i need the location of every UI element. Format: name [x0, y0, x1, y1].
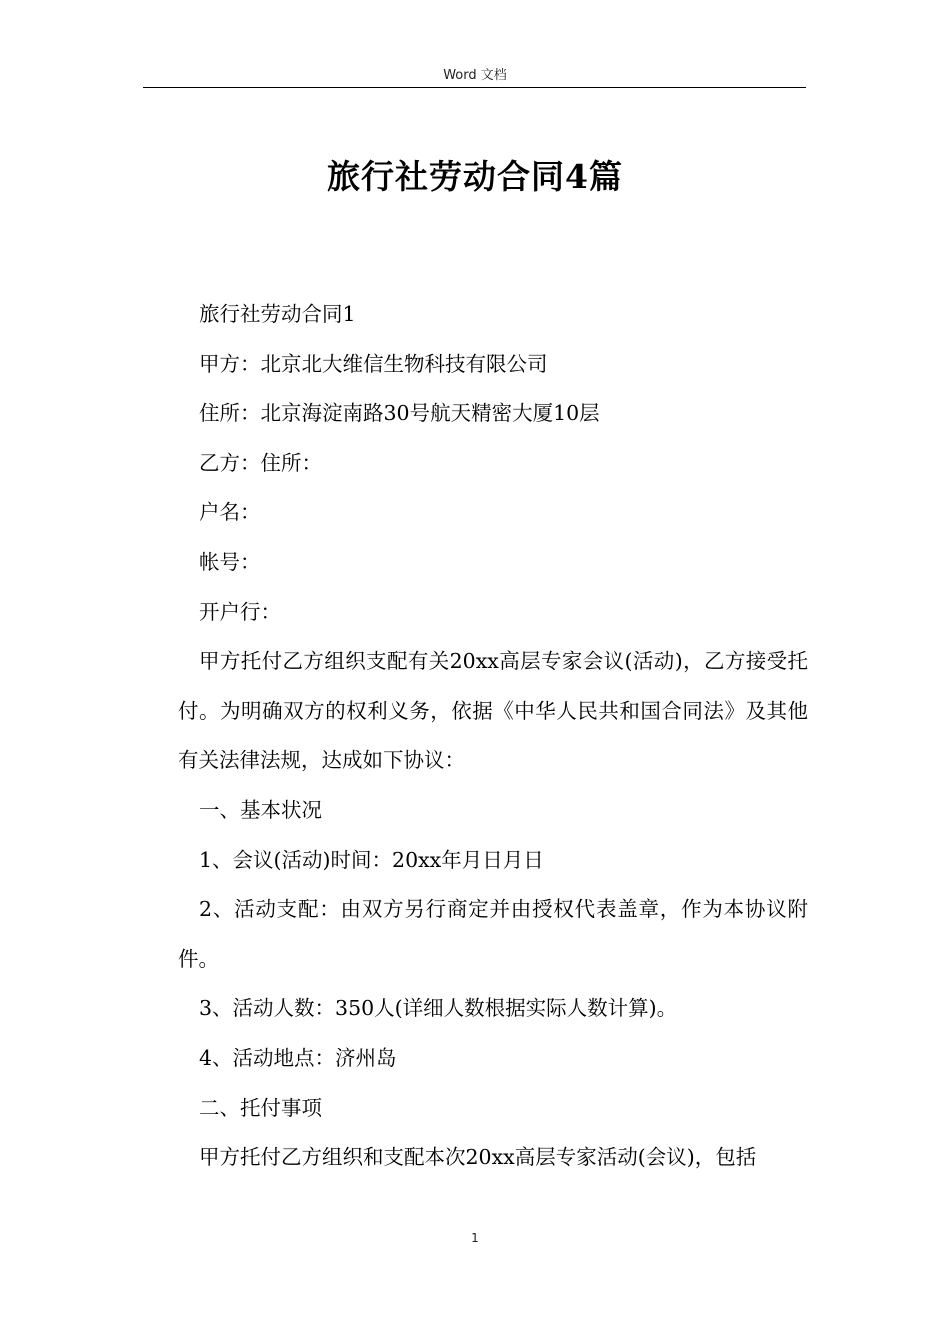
section-heading: 旅行社劳动合同1: [199, 302, 356, 326]
party-a-line: 甲方：北京北大维信生物科技有限公司: [199, 351, 548, 376]
party-a-address-line: 住所：北京海淀南路30号航天精密大厦10层: [199, 401, 600, 426]
clause-heading: 一、基本状况: [199, 797, 322, 822]
clause-item: 4、活动地点：济州岛: [199, 1045, 397, 1070]
page-header-label: Word 文档: [443, 68, 507, 83]
clause-item: 2、活动支配：由双方另行商定并由授权代表盖章，作为本协议附件。: [178, 897, 808, 971]
clause-item: 1、会议(活动)时间：20xx年月日月日: [199, 847, 544, 872]
page-number: 1: [471, 1231, 479, 1245]
clause-item: 3、活动人数：350人(详细人数根据实际人数计算)。: [199, 996, 678, 1021]
document-title: 旅行社劳动合同4篇: [327, 157, 623, 196]
document-body: [178, 290, 808, 1183]
account-name-line: 户名：: [199, 500, 261, 525]
bank-line: 开户行：: [199, 599, 281, 624]
intro-paragraph: 甲方托付乙方组织支配有关20xx高层专家会议(活动)，乙方接受托付。为明确双方的权利义务，依据《中华人民共和国合同法》及其他有关法律法规，达成如下协议：: [178, 649, 808, 773]
header-divider: [143, 87, 806, 88]
party-b-line: 乙方：住所：: [199, 450, 322, 475]
clause-paragraph: 甲方托付乙方组织和支配本次20xx高层专家活动(会议)，包括: [199, 1145, 757, 1170]
account-number-line: 帐号：: [199, 549, 261, 574]
clause-heading: 二、托付事项: [199, 1095, 322, 1120]
